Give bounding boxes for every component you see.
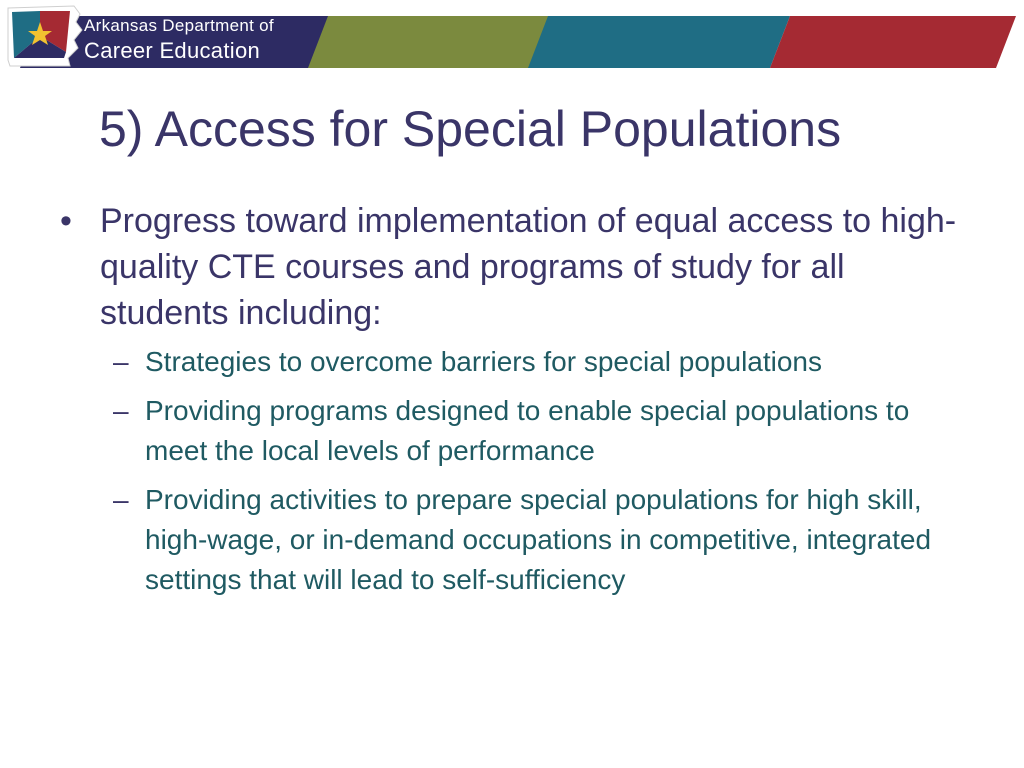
sub-bullet-text: Providing programs designed to enable special populations to meet the local levels of performance <box>145 395 910 466</box>
org-name-line1: Arkansas Department of <box>84 16 274 35</box>
sub-bullet-item <box>113 480 958 600</box>
banner-red-band <box>770 16 1016 68</box>
sub-bullet-list <box>58 342 958 600</box>
sub-bullet-text: Providing activities to prepare special populations for high skill, high-wage, or in-demand occupations in competitive, integrated settings that will lead to self-sufficiency <box>145 484 932 595</box>
bullet-text: Progress toward implementation of equal access to high-quality CTE courses and programs of study for all students including: <box>100 202 957 332</box>
banner-teal-band <box>520 16 790 68</box>
sub-bullet-item <box>113 342 958 382</box>
slide-body <box>58 198 958 609</box>
sub-bullet-text: Strategies to overcome barriers for special populations <box>145 346 823 377</box>
org-name-line2: Career Education <box>84 38 261 63</box>
bullet-marker: • <box>60 202 72 240</box>
banner-green-band <box>300 16 548 68</box>
sub-bullet-item <box>113 391 958 471</box>
bullet-item <box>58 198 958 336</box>
slide-title: 5) Access for Special Populations <box>99 101 842 157</box>
header-banner <box>0 0 1024 72</box>
sub-bullet-marker: – <box>113 346 129 377</box>
sub-bullet-marker: – <box>113 395 129 426</box>
sub-bullet-marker: – <box>113 484 129 515</box>
